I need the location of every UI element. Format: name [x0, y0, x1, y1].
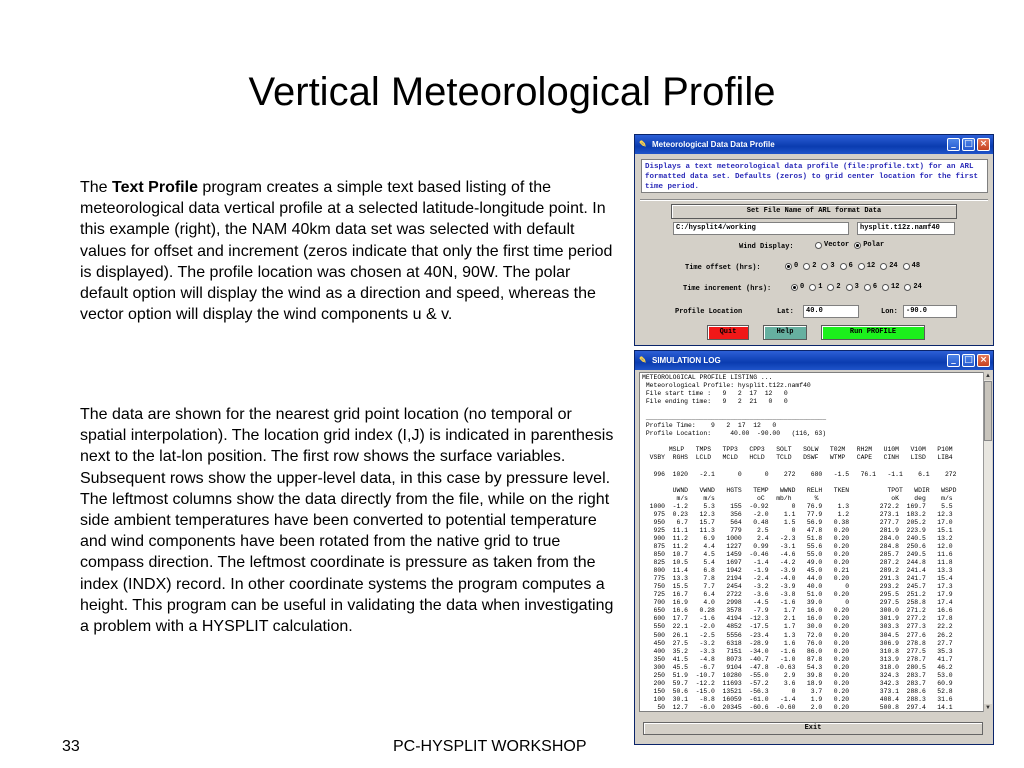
close-icon[interactable]: ×: [977, 354, 990, 367]
increment-option[interactable]: 3: [846, 283, 859, 291]
time-offset-label: Time offset (hrs):: [685, 264, 761, 272]
help-button[interactable]: Help: [763, 325, 807, 340]
lat-label: Lat:: [777, 308, 794, 316]
offset-option[interactable]: 24: [880, 262, 897, 270]
radio-increment[interactable]: [809, 284, 816, 291]
log-line: UWND VWND HGTS TEMP WWND RELH TKEN TPOT WDIR WSPD: [642, 486, 957, 494]
lon-input[interactable]: -90.0: [903, 305, 957, 318]
profile-dialog-window: [634, 134, 994, 346]
time-increment-options: [791, 283, 924, 291]
log-line: 996 1020 -2.1 0 0 272 680 -1.5 76.1 -1.1 6.1 272: [642, 470, 957, 478]
log-line: 925 11.1 11.3 779 2.5 0 47.8 0.20 281.9 223.9 15.1: [642, 526, 953, 534]
file-name-field[interactable]: hysplit.t12z.namf40: [857, 222, 955, 235]
log-line: 50 12.7 -6.0 20345 -60.6 -0.60 2.0 0.20 500.8 297.4 14.1: [642, 703, 953, 711]
log-line: [642, 438, 984, 446]
paragraph-data-explanation: The data are shown for the nearest grid point location (no temporal or spatial interpolation). The location grid index (I,J) is indicated in parenthesis next to the lat-lon position. The first row shows the surface variables. Subsequent rows show the upper-level data, in this case by pressure level. The leftmost columns show the data directly from the file, while on the right side ambient temperatures have been converted to potential temperature and wind components have been rotated from the native grid to true compass direction. The leftmost coordinate is pressure as taken from the index (INDX) record. In other coordinate systems the program computes a height. This program can be useful in validating the data when investigating a problem with a HYSPLIT calculation.: [80, 406, 614, 636]
log-line: File start time : 9 2 17 12 0: [642, 390, 788, 398]
log-line: 1000 -1.2 5.3 155 -0.92 0 76.9 1.3 272.2 169.7 5.5: [642, 502, 953, 510]
log-line: 550 22.1 -2.0 4852 -17.5 1.7 30.0 0.20 303.3 277.3 22.2: [642, 623, 953, 631]
log-line: 150 50.6 -15.0 13521 -56.3 0 3.7 0.20 373.1 288.6 52.8: [642, 687, 953, 695]
radio-polar[interactable]: [854, 242, 861, 249]
log-line: 825 10.5 5.4 1697 -1.4 -4.2 49.0 0.20 287.2 244.8 11.8: [642, 559, 953, 567]
radio-increment[interactable]: [846, 284, 853, 291]
log-line: VSBY RGHS LCLD MCLD HCLD TCLD DSWF WTMP CAPE CINH LISD LIB4: [642, 454, 953, 462]
log-line: 650 16.6 0.28 3578 -7.9 1.7 16.0 0.20 300.0 271.2 16.6: [642, 607, 953, 615]
quit-button[interactable]: Quit: [707, 325, 749, 340]
time-increment-label: Time increment (hrs):: [683, 285, 772, 293]
log-line: 500 26.1 -2.5 5556 -23.4 1.3 72.0 0.20 304.5 277.6 26.2: [642, 631, 953, 639]
log-line: MSLP TMPS TPP3 CPP3 SOLT SOLW T02M RH2M U10M V10M P10M: [642, 446, 953, 454]
offset-option[interactable]: 3: [821, 262, 834, 270]
offset-option[interactable]: 6: [840, 262, 853, 270]
wind-option-vector[interactable]: Vector: [815, 241, 849, 249]
offset-option[interactable]: 12: [858, 262, 875, 270]
log-line: 875 11.2 4.4 1227 0.99 -3.1 55.6 0.20 284.8 250.6 12.0: [642, 542, 953, 550]
increment-option[interactable]: 12: [882, 283, 899, 291]
set-file-button[interactable]: Set File Name of ARL format Data: [671, 204, 957, 219]
log-line: _______________________________________________: [642, 414, 827, 422]
footer-title: PC-HYSPLIT WORKSHOP: [393, 738, 587, 755]
log-line: Profile Time: 9 2 17 12 0: [642, 422, 777, 430]
scroll-up-icon[interactable]: ▲: [985, 373, 991, 379]
log-line: 250 51.9 -10.7 10280 -55.0 2.9 39.8 0.20 324.3 283.7 53.0: [642, 671, 953, 679]
increment-option[interactable]: 6: [864, 283, 877, 291]
minimize-icon[interactable]: _: [947, 138, 960, 151]
log-line: 800 11.4 6.8 1942 -1.9 -3.9 45.0 0.21 289.2 241.4 13.3: [642, 567, 953, 575]
slide-title: Vertical Meteorological Profile: [248, 70, 776, 114]
log-text-pane[interactable]: [639, 372, 985, 712]
log-line: 700 16.9 4.0 2998 -4.5 -1.6 39.0 0 297.5 258.8 17.4: [642, 599, 953, 607]
radio-offset[interactable]: [903, 263, 910, 270]
para1-bold: Text Profile: [112, 179, 198, 196]
log-line: 600 17.7 -1.6 4194 -12.3 2.1 16.0 0.20 301.9 277.2 17.8: [642, 615, 953, 623]
radio-offset[interactable]: [785, 263, 792, 270]
increment-option[interactable]: 0: [791, 283, 804, 291]
log-line: 750 15.5 7.7 2454 -3.2 -3.9 40.0 0 293.2 245.7 17.3: [642, 583, 953, 591]
para1-pre: The: [80, 179, 113, 196]
log-line: [642, 479, 984, 487]
log-line: METEOROLOGICAL PROFILE LISTING ...: [642, 374, 773, 381]
run-profile-button[interactable]: Run PROFILE: [821, 325, 925, 340]
radio-increment[interactable]: [864, 284, 871, 291]
feather-icon: ✎: [639, 355, 647, 365]
radio-vector[interactable]: [815, 242, 822, 249]
maximize-icon[interactable]: □: [962, 138, 975, 151]
log-line: 400 35.2 -3.3 7151 -34.0 -1.6 86.0 0.20 310.8 277.5 35.3: [642, 647, 953, 655]
log-scrollbar[interactable]: [983, 372, 992, 712]
log-line: [642, 406, 984, 414]
maximize-icon[interactable]: □: [962, 354, 975, 367]
exit-button[interactable]: Exit: [643, 722, 983, 735]
simulation-log-window: [634, 350, 994, 745]
log-line: 900 11.2 6.9 1000 2.4 -2.3 51.8 0.20 284.0 240.5 13.2: [642, 534, 953, 542]
scroll-thumb[interactable]: [984, 381, 992, 441]
radio-offset[interactable]: [880, 263, 887, 270]
lat-input[interactable]: 40.0: [803, 305, 859, 318]
log-line: [642, 463, 984, 471]
offset-option[interactable]: 48: [903, 262, 920, 270]
radio-offset[interactable]: [803, 263, 810, 270]
log-title: SIMULATION LOG: [652, 356, 721, 365]
log-line: 975 0.23 12.3 356 -2.0 1.1 77.9 1.2 273.1 183.2 12.3: [642, 510, 953, 518]
log-title-bar[interactable]: [635, 351, 993, 370]
offset-option[interactable]: 2: [803, 262, 816, 270]
radio-increment[interactable]: [827, 284, 834, 291]
dialog-title: Meteorological Data Data Profile: [652, 140, 775, 149]
increment-option[interactable]: 24: [904, 283, 921, 291]
time-offset-options: [785, 262, 922, 270]
log-line: 725 16.7 6.4 2722 -3.6 -3.8 51.0 0.20 295.5 251.2 17.9: [642, 591, 953, 599]
offset-option[interactable]: 0: [785, 262, 798, 270]
feather-icon: ✎: [639, 139, 647, 149]
increment-option[interactable]: 1: [809, 283, 822, 291]
log-line: 300 45.5 -6.7 9104 -47.8 -0.63 54.3 0.20 318.0 280.5 46.2: [642, 663, 953, 671]
dialog-title-bar[interactable]: [635, 135, 993, 154]
wind-option-polar[interactable]: Polar: [854, 241, 884, 249]
profile-location-label: Profile Location: [675, 308, 743, 316]
divider: [640, 199, 988, 201]
wind-display-options: [815, 241, 886, 249]
log-line: 450 27.5 -3.2 6318 -28.9 1.6 76.0 0.20 306.9 278.8 27.7: [642, 639, 953, 647]
log-line: File ending time: 9 2 21 0 0: [642, 398, 788, 406]
minimize-icon[interactable]: _: [947, 354, 960, 367]
radio-offset[interactable]: [858, 263, 865, 270]
page-number: 33: [62, 738, 80, 755]
radio-increment[interactable]: [882, 284, 889, 291]
close-icon[interactable]: ×: [977, 138, 990, 151]
log-line: Profile Location: 40.00 -90.00 (116, 63): [642, 430, 827, 438]
log-line: 200 59.7 -12.2 11693 -57.2 3.6 18.9 0.20 342.3 283.7 60.9: [642, 679, 953, 687]
radio-offset[interactable]: [821, 263, 828, 270]
log-line: Meteorological Profile: hysplit.t12z.namf40: [642, 382, 811, 390]
dialog-description: Displays a text meteorological data profile (file:profile.txt) for an ARL formatted data set. Defaults (zeros) to grid center location for the first time period.: [641, 159, 988, 193]
wind-display-label: Wind Display:: [739, 243, 794, 251]
radio-increment[interactable]: [791, 284, 798, 291]
log-line: 950 6.7 15.7 564 0.48 1.5 56.9 0.38 277.7 205.2 17.0: [642, 518, 953, 526]
log-text: [640, 373, 984, 712]
radio-increment[interactable]: [904, 284, 911, 291]
scroll-down-icon[interactable]: ▼: [985, 705, 991, 711]
increment-option[interactable]: 2: [827, 283, 840, 291]
para1-post: program creates a simple text based listing of the meteorological data vertical profile at a selected latitude-longitude point. In this example (right), the NAM 40km data set was selected with default values for offset and increment (zeros indicate that only the first time period is displayed). The profile location was chosen at 40N, 90W. The polar default option will display the wind as a direction and speed, whereas the vector option will display the wind components u & v.: [80, 179, 613, 324]
paragraph-text-profile: [80, 177, 620, 325]
log-line: 775 13.3 7.8 2194 -2.4 -4.0 44.0 0.20 291.3 241.7 15.4: [642, 575, 953, 583]
directory-field[interactable]: C:/hysplit4/working: [673, 222, 849, 235]
lon-label: Lon:: [881, 308, 898, 316]
log-line: 850 10.7 4.5 1459 -0.46 -4.6 55.0 0.20 285.7 249.5 11.6: [642, 551, 953, 559]
log-line: m/s m/s oC mb/h % oK deg m/s: [642, 494, 953, 502]
log-line: 100 30.1 -8.8 16059 -61.0 -1.4 1.9 0.20 408.4 288.3 31.6: [642, 695, 953, 703]
radio-offset[interactable]: [840, 263, 847, 270]
log-line: 350 41.5 -4.8 8073 -40.7 -1.0 87.8 0.20 313.9 278.7 41.7: [642, 655, 953, 663]
